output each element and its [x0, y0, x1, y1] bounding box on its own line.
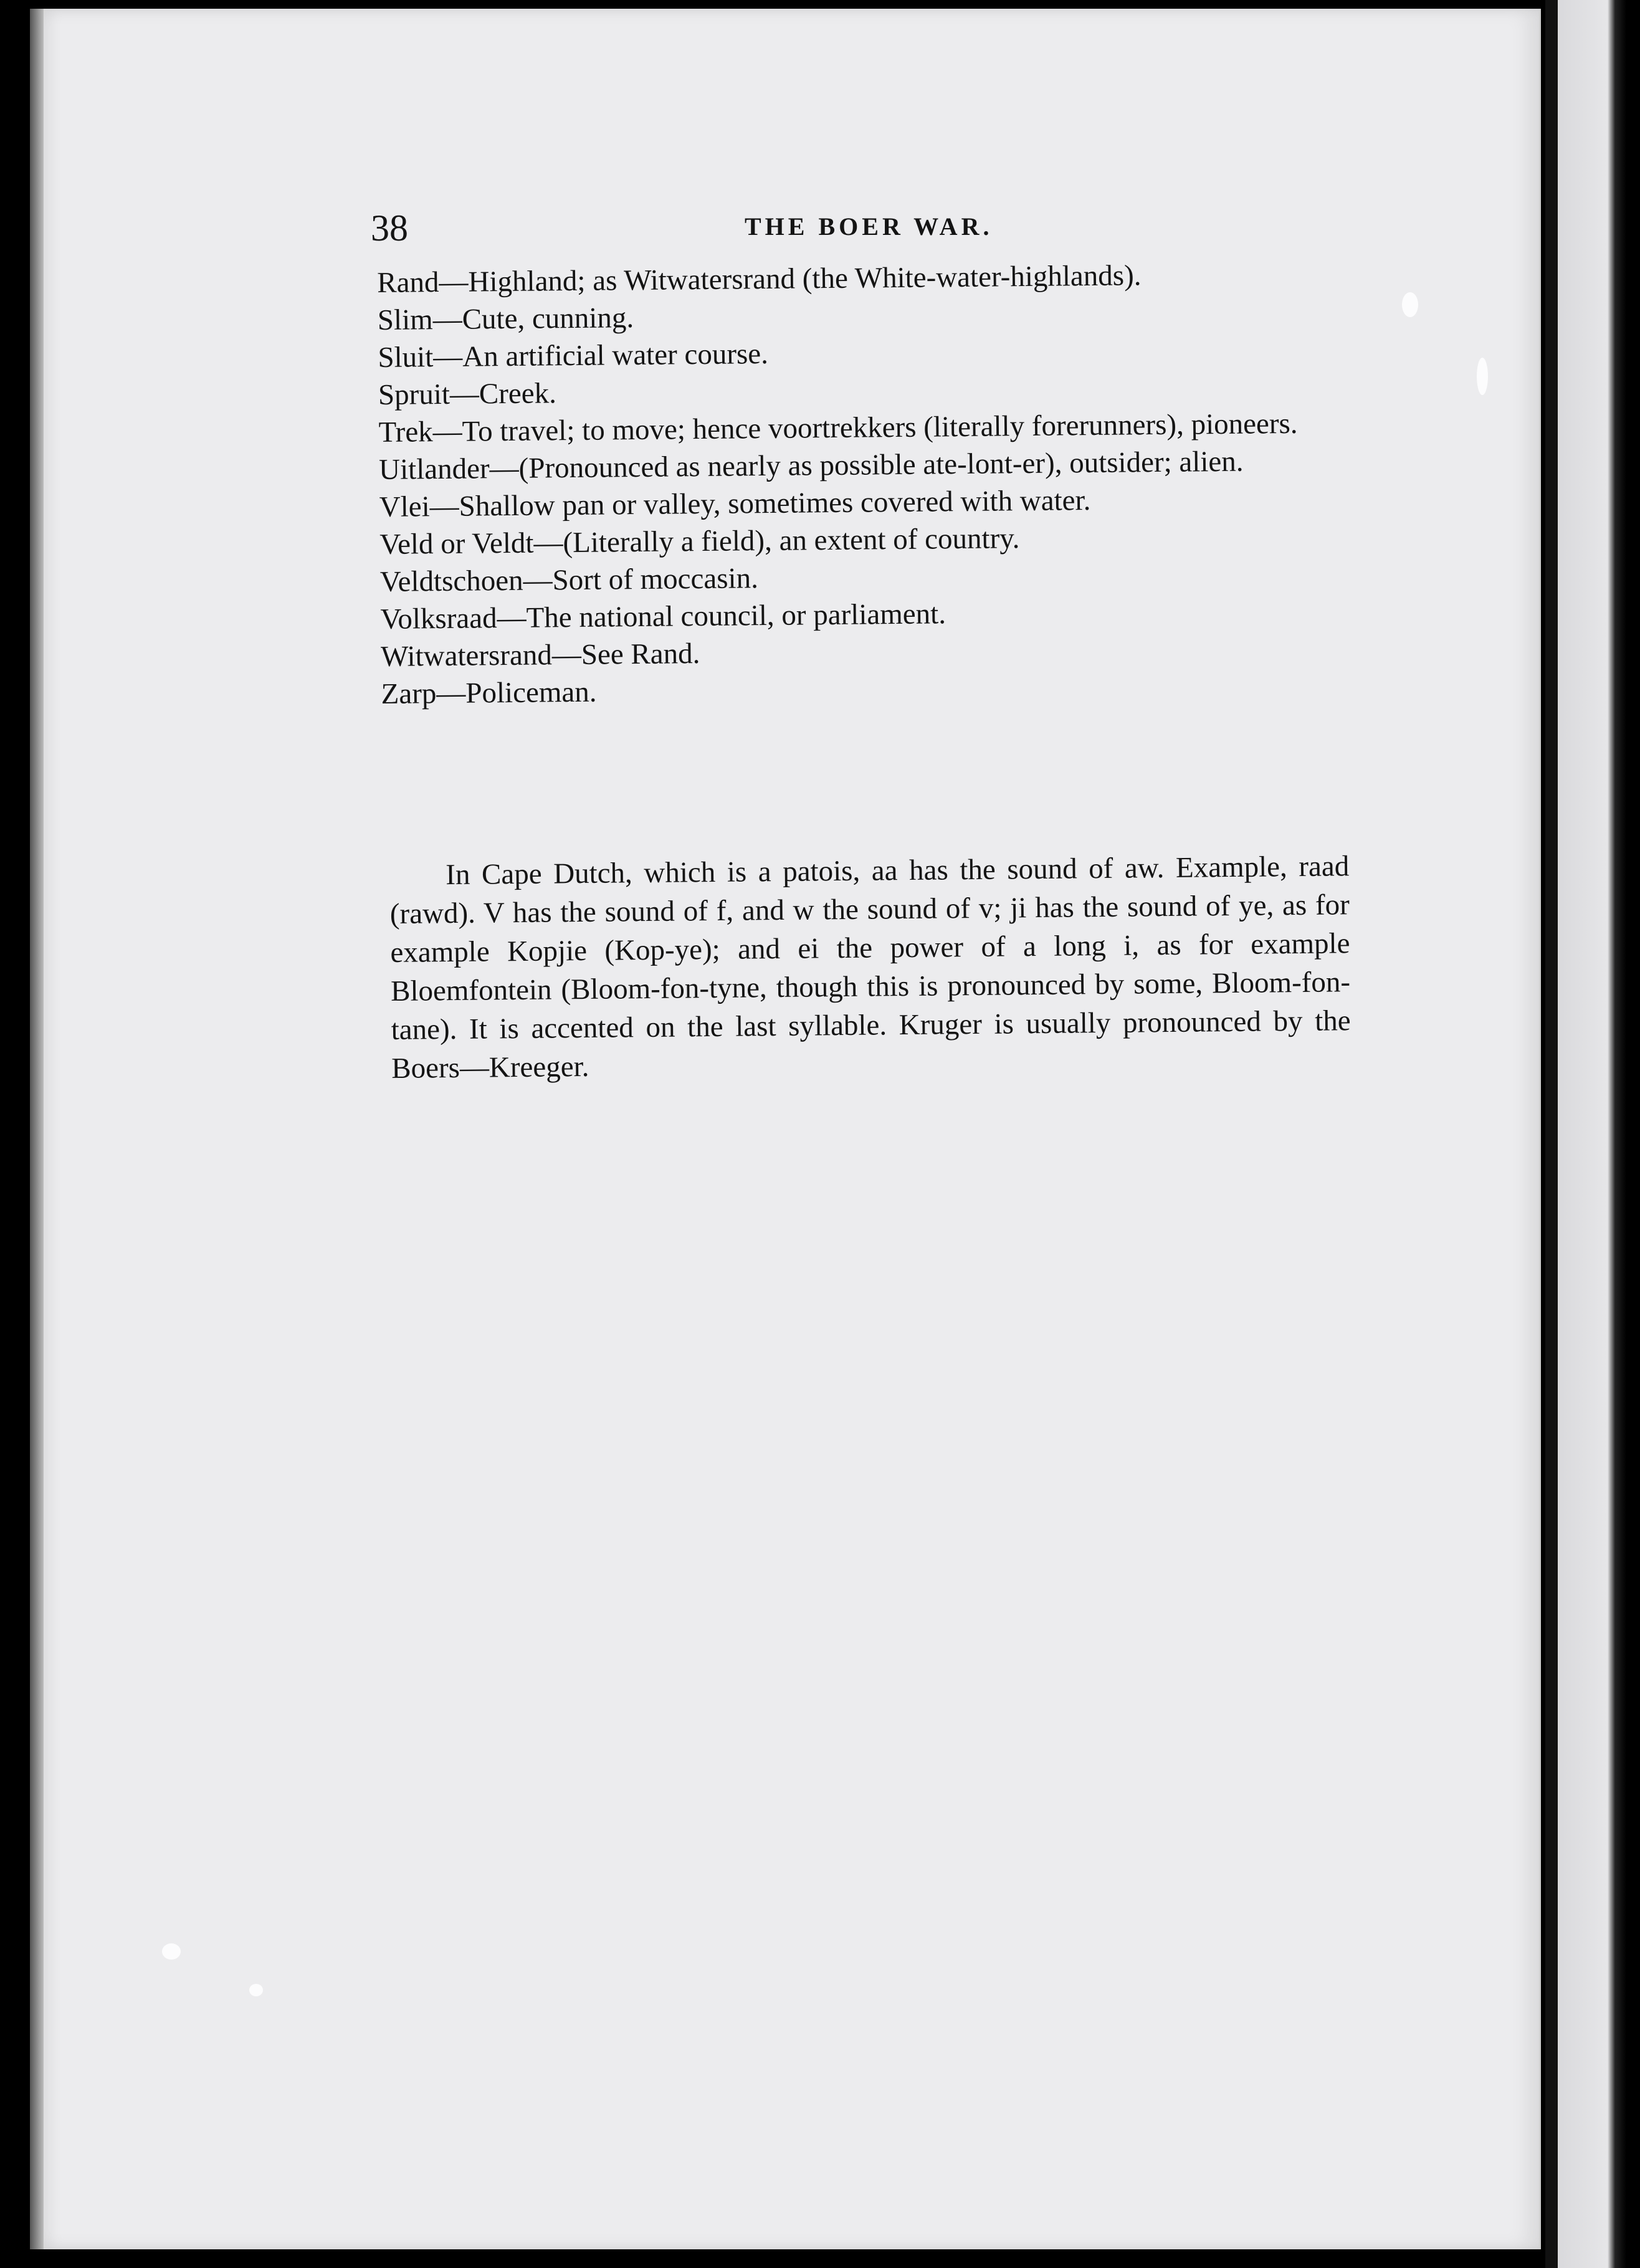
glossary-entry: Veldtschoen—Sort of moccasin. — [379, 562, 759, 598]
glossary-entry: Spruit—Creek. — [378, 377, 557, 411]
glossary-entry: Vlei—Shallow pan or valley, sometimes covered with water. — [379, 484, 1091, 523]
scan-speck — [249, 1984, 263, 1996]
running-head — [371, 207, 1343, 257]
glossary-entry: Uitlander—(Pronounced as nearly as possible ate-lont-er), outsider; alien. — [378, 445, 1244, 486]
glossary-entry: Witwatersrand—See Rand. — [380, 637, 700, 673]
page-content — [44, 9, 1539, 2249]
glossary-entry: Veld or Veldt—(Literally a field), an extent of country. — [379, 522, 1020, 561]
book-left-edge — [30, 9, 44, 2249]
glossary-entry: Trek—To travel; to move; hence voortrekkers (literally forerunners), pioneers. — [378, 407, 1298, 449]
glossary-entry: Rand—Highland; as Witwatersrand (the White-water-highlands). — [377, 259, 1142, 299]
scan-speck — [1402, 292, 1418, 317]
glossary-entry: Slim—Cute, cunning. — [377, 302, 634, 336]
book-right-edge — [1545, 0, 1626, 2268]
running-title: THE BOER WAR. — [745, 212, 993, 241]
glossary-entry: Sluit—An artificial water course. — [378, 337, 769, 374]
page-number: 38 — [371, 207, 408, 249]
glossary-entry: Volksraad—The national council, or parliament. — [380, 598, 946, 636]
book-page — [44, 9, 1541, 2249]
glossary-entry: Zarp—Policeman. — [381, 675, 597, 710]
glossary-list — [377, 255, 1341, 713]
scan-speck — [1477, 358, 1488, 395]
pronunciation-paragraph: In Cape Dutch, which is a patois, aa has the sound of aw. Example, raad (rawd). V has the sound of f, and w the sound of v; ji has the sound of ye, as for example Kopjie (Kop-ye); and ei the power of a long i, as for example Bloemfontein (Bloom-fon-tyne, though this is pronounced by some, Bloom-fon-tane). It is accented on the last syllable. Kruger is usually pronounced by the Boers—Kreeger. — [389, 850, 1351, 1085]
scan-speck — [162, 1943, 181, 1960]
